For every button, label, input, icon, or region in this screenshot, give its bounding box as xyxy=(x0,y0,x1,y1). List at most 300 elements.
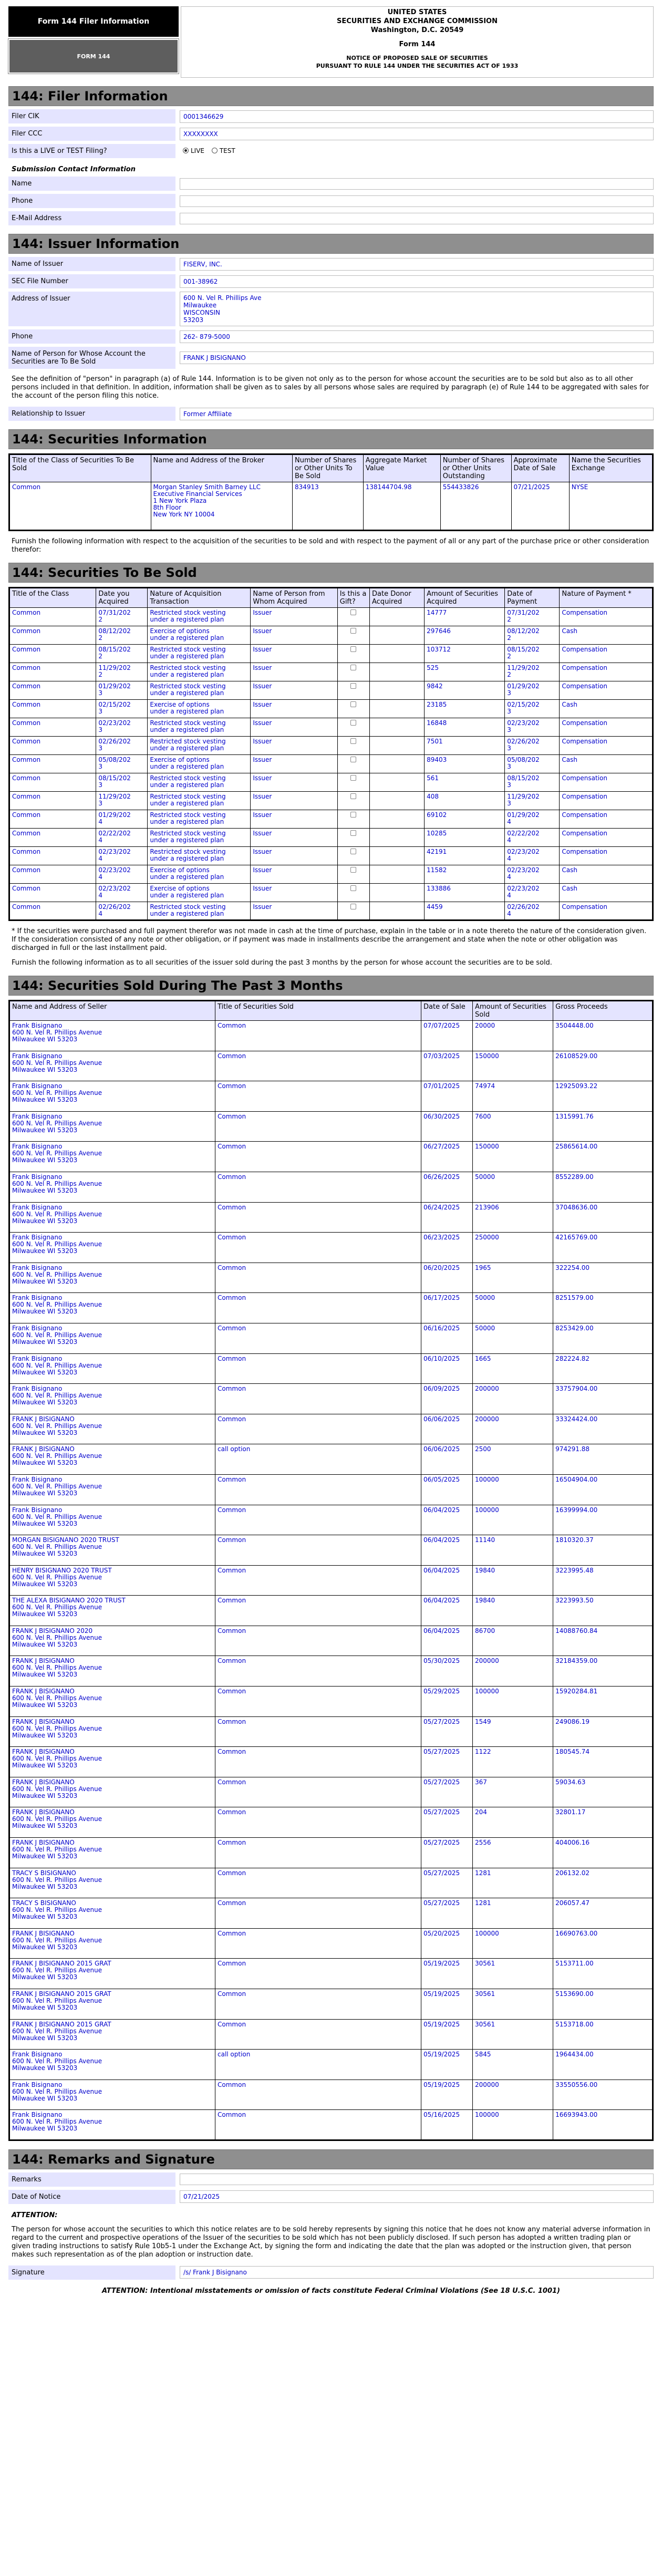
payment-date-cell xyxy=(505,737,560,755)
table-row xyxy=(9,1293,653,1323)
gift-checkbox[interactable] xyxy=(350,775,356,781)
acquired-from-cell: Issuer xyxy=(251,847,337,865)
acquired-from-cell: Issuer xyxy=(251,645,337,663)
date-part: 3 xyxy=(507,726,511,733)
table-row xyxy=(9,1263,653,1293)
sale-date-cell: 06/06/2025 xyxy=(421,1444,473,1475)
seller-name: FRANK J BISIGNANO xyxy=(12,1778,75,1786)
nature-cell xyxy=(148,755,251,773)
acquired-from-cell: Issuer xyxy=(251,626,337,645)
payment-nature-cell: Cash xyxy=(560,884,653,902)
gift-checkbox[interactable] xyxy=(350,683,356,689)
seller-cell xyxy=(9,1142,215,1172)
payment-date-cell xyxy=(505,700,560,718)
amount-sold-cell: 19840 xyxy=(473,1565,553,1596)
seller-address-line: Milwaukee WI 53203 xyxy=(12,1853,78,1860)
date-part: 3 xyxy=(507,800,511,807)
column-header: Aggregate Market Value xyxy=(363,454,440,482)
contact-name-field[interactable] xyxy=(180,178,654,190)
section-securities-title: 144: Securities Information xyxy=(8,429,654,449)
date-part: 4 xyxy=(98,818,103,825)
nature-line: under a registered plan xyxy=(150,763,224,770)
seller-name: FRANK J BISIGNANO xyxy=(12,1839,75,1847)
gross-proceeds-cell: 33550556.00 xyxy=(553,2080,653,2110)
live-radio-label: LIVE xyxy=(191,147,205,154)
remarks-field[interactable] xyxy=(180,2174,654,2185)
seller-address-line: Milwaukee WI 53203 xyxy=(12,1610,78,1618)
acquired-date-cell xyxy=(96,608,148,626)
gross-proceeds-cell: 206132.02 xyxy=(553,1868,653,1898)
gift-cell xyxy=(337,810,369,829)
acquired-from-cell: Issuer xyxy=(251,737,337,755)
date-part: 4 xyxy=(507,873,511,881)
issuer-phone-field[interactable]: 262- 879-5000 xyxy=(180,330,654,343)
criminal-violation-warning: ATTENTION: Intentional misstatements or omission of facts constitute Federal Criminal Violations (See 18 U.S.C. 1001) xyxy=(101,2287,560,2295)
seller-name: Frank Bisignano xyxy=(12,2051,63,2058)
donor-date-cell xyxy=(370,626,425,645)
amount-sold-cell: 200000 xyxy=(473,1414,553,1444)
date-part: 08/15/202 xyxy=(507,646,540,653)
gross-proceeds-cell: 14088760.84 xyxy=(553,1626,653,1656)
attention-heading: ATTENTION: xyxy=(12,2211,58,2219)
class-cell: Common xyxy=(9,681,96,700)
class-cell: Common xyxy=(9,792,96,810)
table-row xyxy=(9,1353,653,1384)
test-radio[interactable] xyxy=(212,147,235,154)
seller-cell xyxy=(9,1535,215,1566)
acquired-from-cell: Issuer xyxy=(251,902,337,920)
date-part: 01/29/202 xyxy=(507,811,540,819)
market-value-cell: 138144704.98 xyxy=(363,482,440,531)
securities-title-cell: Common xyxy=(215,1535,421,1566)
seller-cell xyxy=(9,1656,215,1687)
table-row xyxy=(9,1898,653,1929)
securities-title-cell: Common xyxy=(215,1293,421,1323)
gross-proceeds-cell: 404006.16 xyxy=(553,1838,653,1868)
seller-address-line: 600 N. Vel R. Phillips Avenue xyxy=(12,1603,102,1611)
nature-line: Restricted stock vesting xyxy=(150,719,226,727)
gift-cell xyxy=(337,681,369,700)
seller-address-line: Milwaukee WI 53203 xyxy=(12,2004,78,2011)
acquired-date-cell xyxy=(96,663,148,681)
gross-proceeds-cell: 32184359.00 xyxy=(553,1656,653,1687)
seller-cell xyxy=(9,1323,215,1353)
seller-address-line: 600 N. Vel R. Phillips Avenue xyxy=(12,1361,102,1369)
date-part: 02/23/202 xyxy=(98,719,131,727)
seller-address-line: 600 N. Vel R. Phillips Avenue xyxy=(12,1815,102,1823)
seller-address-line: 600 N. Vel R. Phillips Avenue xyxy=(12,1119,102,1127)
nature-line: Restricted stock vesting xyxy=(150,811,226,819)
header-line: Washington, D.C. 20549 xyxy=(370,26,464,34)
table-row xyxy=(9,773,653,792)
securities-title-cell: Common xyxy=(215,1233,421,1263)
nature-cell xyxy=(148,865,251,884)
nature-line: under a registered plan xyxy=(150,653,224,660)
nature-line: under a registered plan xyxy=(150,910,224,917)
gift-checkbox[interactable] xyxy=(350,646,356,652)
table-row xyxy=(9,1959,653,1989)
seller-name: MORGAN BISIGNANO 2020 TRUST xyxy=(12,1536,119,1544)
nature-line: under a registered plan xyxy=(150,616,224,623)
address-line: WISCONSIN xyxy=(183,309,220,316)
filer-cik-field[interactable]: 0001346629 xyxy=(180,110,654,123)
seller-address-line: 600 N. Vel R. Phillips Avenue xyxy=(12,1573,102,1581)
securities-title-cell: Common xyxy=(215,1414,421,1444)
seller-cell xyxy=(9,1747,215,1777)
table-row xyxy=(9,1687,653,1717)
column-header: Date Donor Acquired xyxy=(370,588,425,608)
nature-line: Restricted stock vesting xyxy=(150,793,226,800)
seller-cell xyxy=(9,1444,215,1475)
seller-address-line: Milwaukee WI 53203 xyxy=(12,1640,78,1648)
sale-date-cell: 05/19/2025 xyxy=(421,1989,473,2020)
seller-cell xyxy=(9,1202,215,1233)
notice-date-field[interactable]: 07/21/2025 xyxy=(180,2190,654,2203)
seller-address-line: Milwaukee WI 53203 xyxy=(12,1701,78,1709)
seller-name: FRANK J BISIGNANO 2015 GRAT xyxy=(12,1990,111,1998)
date-part: 05/08/202 xyxy=(98,756,131,763)
sale-date-cell: 06/06/2025 xyxy=(421,1414,473,1444)
amount-sold-cell: 5845 xyxy=(473,2050,553,2080)
sale-date-cell: 05/27/2025 xyxy=(421,1716,473,1747)
gift-checkbox[interactable] xyxy=(350,830,356,836)
seller-address-line: 600 N. Vel R. Phillips Avenue xyxy=(12,1301,102,1309)
gift-checkbox[interactable] xyxy=(350,738,356,744)
seller-name: FRANK J BISIGNANO 2020 xyxy=(12,1627,93,1634)
seller-address-line: Milwaukee WI 53203 xyxy=(12,1913,78,1921)
table-row xyxy=(9,1505,653,1535)
amount-cell: 42191 xyxy=(425,847,505,865)
amount-sold-cell: 250000 xyxy=(473,1233,553,1263)
gift-checkbox[interactable] xyxy=(350,720,356,726)
securities-title-cell: call option xyxy=(215,1444,421,1475)
date-part: 08/15/202 xyxy=(98,646,131,653)
securities-title-cell: Common xyxy=(215,1807,421,1838)
seller-name: Frank Bisignano xyxy=(12,2081,63,2088)
amount-sold-cell: 213906 xyxy=(473,1202,553,1233)
class-cell: Common xyxy=(9,884,96,902)
gross-proceeds-cell: 25865614.00 xyxy=(553,1142,653,1172)
securities-title-cell: Common xyxy=(215,1384,421,1414)
contact-email-label: E-Mail Address xyxy=(8,211,175,225)
table-row xyxy=(9,1535,653,1566)
class-cell: Common xyxy=(9,755,96,773)
date-part: 02/23/202 xyxy=(507,719,540,727)
seller-cell xyxy=(9,1989,215,2020)
radio-selected-icon xyxy=(183,148,189,153)
sale-date-cell: 06/17/2025 xyxy=(421,1293,473,1323)
date-part: 11/29/202 xyxy=(98,664,131,671)
address-line: Milwaukee xyxy=(183,302,217,309)
securities-title-cell: Common xyxy=(215,1353,421,1384)
sale-date-cell: 06/04/2025 xyxy=(421,1505,473,1535)
seller-person-field[interactable]: FRANK J BISIGNANO xyxy=(180,351,654,364)
table-row xyxy=(9,1414,653,1444)
table-header-row xyxy=(9,454,653,482)
nature-cell xyxy=(148,626,251,645)
table-row xyxy=(9,608,653,626)
securities-title-cell: Common xyxy=(215,1626,421,1656)
date-part: 11/29/202 xyxy=(98,793,131,800)
seller-name: FRANK J BISIGNANO xyxy=(12,1808,75,1816)
seller-name: Frank Bisignano xyxy=(12,2111,63,2119)
amount-cell: 408 xyxy=(425,792,505,810)
amount-sold-cell: 100000 xyxy=(473,1687,553,1717)
table-row xyxy=(9,1233,653,1263)
sale-date-cell: 06/04/2025 xyxy=(421,1565,473,1596)
date-part: 11/29/202 xyxy=(507,664,540,671)
gross-proceeds-cell: 42165769.00 xyxy=(553,1233,653,1263)
live-radio[interactable] xyxy=(183,147,204,154)
securities-title-cell: Common xyxy=(215,1505,421,1535)
class-cell: Common xyxy=(9,700,96,718)
nature-line: Restricted stock vesting xyxy=(150,664,226,671)
sale-date-cell: 05/29/2025 xyxy=(421,1687,473,1717)
date-part: 2 xyxy=(507,616,511,623)
past-3-months-table xyxy=(8,1000,654,2141)
gift-cell xyxy=(337,663,369,681)
filer-ccc-field[interactable]: XXXXXXXX xyxy=(180,128,654,140)
seller-address-line: Milwaukee WI 53203 xyxy=(12,1882,78,1890)
gift-checkbox[interactable] xyxy=(350,867,356,873)
gross-proceeds-cell: 1315991.76 xyxy=(553,1111,653,1142)
seller-cell xyxy=(9,1928,215,1959)
date-part: 3 xyxy=(98,781,103,789)
table-row xyxy=(9,718,653,737)
gift-checkbox[interactable] xyxy=(350,793,356,799)
contact-phone-field[interactable] xyxy=(180,195,654,207)
seller-cell xyxy=(9,1505,215,1535)
payment-date-cell xyxy=(505,810,560,829)
gift-cell xyxy=(337,902,369,920)
acquired-date-cell xyxy=(96,829,148,847)
amount-cell: 14777 xyxy=(425,608,505,626)
donor-date-cell xyxy=(370,810,425,829)
seller-name: Frank Bisignano xyxy=(12,1052,63,1060)
seller-address-line: 600 N. Vel R. Phillips Avenue xyxy=(12,1150,102,1157)
date-part: 3 xyxy=(507,689,511,697)
seller-name: FRANK J BISIGNANO 2015 GRAT xyxy=(12,2020,111,2028)
gift-checkbox[interactable] xyxy=(350,609,356,615)
seller-name: Frank Bisignano xyxy=(12,1324,63,1332)
amount-cell: 7501 xyxy=(425,737,505,755)
sale-date-cell: 05/30/2025 xyxy=(421,1656,473,1687)
gift-checkbox[interactable] xyxy=(350,757,356,762)
notice-date-label: Date of Notice xyxy=(8,2190,175,2204)
class-cell: Common xyxy=(9,718,96,737)
date-part: 2 xyxy=(507,671,511,678)
class-cell: Common xyxy=(9,810,96,829)
sale-date-cell: 06/10/2025 xyxy=(421,1353,473,1384)
gift-cell xyxy=(337,829,369,847)
acquired-date-cell xyxy=(96,681,148,700)
seller-cell xyxy=(9,2080,215,2110)
issuer-file-field[interactable]: 001-38962 xyxy=(180,275,654,288)
header-line: Form 144 xyxy=(399,40,436,48)
table-row xyxy=(9,1474,653,1505)
form-header-agency xyxy=(181,6,654,78)
securities-title-cell: Common xyxy=(215,1989,421,2020)
amount-cell: 525 xyxy=(425,663,505,681)
seller-address-line: Milwaukee WI 53203 xyxy=(12,1489,78,1497)
gross-proceeds-cell: 8251579.00 xyxy=(553,1293,653,1323)
seller-name: HENRY BISIGNANO 2020 TRUST xyxy=(12,1566,112,1574)
section-issuer-title: 144: Issuer Information xyxy=(8,234,654,254)
gift-cell xyxy=(337,773,369,792)
seller-address-line: 600 N. Vel R. Phillips Avenue xyxy=(12,2118,102,2126)
seller-name: Frank Bisignano xyxy=(12,1143,63,1151)
seller-address-line: Milwaukee WI 53203 xyxy=(12,1065,78,1073)
gross-proceeds-cell: 5153711.00 xyxy=(553,1959,653,1989)
gift-checkbox[interactable] xyxy=(350,849,356,854)
seller-name: Frank Bisignano xyxy=(12,1294,63,1302)
class-cell: Common xyxy=(9,773,96,792)
table-row xyxy=(9,1777,653,1807)
relationship-field[interactable]: Former Affiliate xyxy=(180,408,654,420)
securities-title-cell: Common xyxy=(215,1021,421,1051)
seller-address-line: 600 N. Vel R. Phillips Avenue xyxy=(12,1422,102,1430)
seller-address-line: 600 N. Vel R. Phillips Avenue xyxy=(12,2087,102,2095)
issuer-address-row xyxy=(8,292,654,326)
nature-line: Restricted stock vesting xyxy=(150,738,226,745)
payment-nature-cell: Cash xyxy=(560,626,653,645)
remarks-label: Remarks xyxy=(8,2172,175,2187)
amount-sold-cell: 200000 xyxy=(473,1384,553,1414)
seller-address-line: 600 N. Vel R. Phillips Avenue xyxy=(12,1392,102,1400)
amount-sold-cell: 367 xyxy=(473,1777,553,1807)
amount-cell: 10285 xyxy=(425,829,505,847)
date-part: 4 xyxy=(507,910,511,917)
seller-cell xyxy=(9,1687,215,1717)
donor-date-cell xyxy=(370,773,425,792)
securities-title-cell: Common xyxy=(215,2110,421,2140)
securities-title-cell: Common xyxy=(215,1172,421,1202)
acquired-from-cell: Issuer xyxy=(251,681,337,700)
column-header: Approximate Date of Sale xyxy=(511,454,569,482)
nature-line: Exercise of options xyxy=(150,885,210,892)
nature-cell xyxy=(148,737,251,755)
seller-name: FRANK J BISIGNANO xyxy=(12,1929,75,1937)
nature-line: under a registered plan xyxy=(150,726,224,733)
gross-proceeds-cell: 12925093.22 xyxy=(553,1081,653,1112)
seller-name: Frank Bisignano xyxy=(12,1203,63,1211)
nature-cell xyxy=(148,847,251,865)
column-header: Title of the Class of Securities To Be Sold xyxy=(9,454,151,482)
date-part: 4 xyxy=(98,892,103,899)
seller-address-line: Milwaukee WI 53203 xyxy=(12,1156,78,1164)
sale-date-cell: 06/26/2025 xyxy=(421,1172,473,1202)
column-header: Name and Address of Seller xyxy=(9,1001,215,1021)
nature-cell xyxy=(148,810,251,829)
sale-date-cell: 07/03/2025 xyxy=(421,1051,473,1081)
seller-name: FRANK J BISIGNANO xyxy=(12,1748,75,1756)
seller-name: TRACY S BISIGNANO xyxy=(12,1869,76,1877)
payment-date-cell xyxy=(505,718,560,737)
gross-proceeds-cell: 8253429.00 xyxy=(553,1323,653,1353)
seller-name: FRANK J BISIGNANO xyxy=(12,1445,75,1453)
issuer-address-label: Address of Issuer xyxy=(8,292,175,326)
date-part: 3 xyxy=(98,800,103,807)
securities-title-cell: call option xyxy=(215,2050,421,2080)
nature-cell xyxy=(148,829,251,847)
seller-address-line: 600 N. Vel R. Phillips Avenue xyxy=(12,1089,102,1097)
date-part: 3 xyxy=(98,726,103,733)
gift-checkbox[interactable] xyxy=(350,628,356,634)
gross-proceeds-cell: 59034.63 xyxy=(553,1777,653,1807)
signature-label: Signature xyxy=(8,2265,175,2280)
contact-phone-row xyxy=(8,194,654,208)
gross-proceeds-cell: 3504448.00 xyxy=(553,1021,653,1051)
table-row xyxy=(9,1021,653,1051)
acquired-date-cell xyxy=(96,773,148,792)
nature-line: Exercise of options xyxy=(150,866,210,874)
acquired-date-cell xyxy=(96,737,148,755)
seller-cell xyxy=(9,1353,215,1384)
donor-date-cell xyxy=(370,645,425,663)
sale-date-cell: 05/16/2025 xyxy=(421,2110,473,2140)
gift-checkbox[interactable] xyxy=(350,812,356,818)
date-part: 4 xyxy=(507,855,511,862)
contact-email-field[interactable] xyxy=(180,213,654,224)
seller-address-line: 600 N. Vel R. Phillips Avenue xyxy=(12,1059,102,1067)
gross-proceeds-cell: 16693943.00 xyxy=(553,2110,653,2140)
amount-sold-cell: 1122 xyxy=(473,1747,553,1777)
header-line: NOTICE OF PROPOSED SALE OF SECURITIES xyxy=(346,55,488,61)
donor-date-cell xyxy=(370,865,425,884)
donor-date-cell xyxy=(370,663,425,681)
seller-cell xyxy=(9,1414,215,1444)
nature-line: under a registered plan xyxy=(150,836,224,844)
seller-address-line: Milwaukee WI 53203 xyxy=(12,2034,78,2042)
amount-cell: 133886 xyxy=(425,884,505,902)
gift-cell xyxy=(337,884,369,902)
gross-proceeds-cell: 180545.74 xyxy=(553,1747,653,1777)
acquired-date-cell xyxy=(96,700,148,718)
securities-title-cell: Common xyxy=(215,1263,421,1293)
class-cell: Common xyxy=(9,608,96,626)
acquired-date-cell xyxy=(96,902,148,920)
signature-field[interactable]: /s/ Frank J Bisignano xyxy=(180,2266,654,2279)
seller-address-line: 600 N. Vel R. Phillips Avenue xyxy=(12,1724,102,1732)
seller-cell xyxy=(9,1172,215,1202)
seller-address-line: Milwaukee WI 53203 xyxy=(12,1277,78,1285)
date-part: 3 xyxy=(507,781,511,789)
seller-name: TRACY S BISIGNANO xyxy=(12,1899,76,1907)
seller-cell xyxy=(9,1021,215,1051)
gross-proceeds-cell: 16504904.00 xyxy=(553,1474,653,1505)
column-header: Gross Proceeds xyxy=(553,1001,653,1021)
issuer-name-field[interactable]: FISERV, INC. xyxy=(180,258,654,271)
gross-proceeds-cell: 206057.47 xyxy=(553,1898,653,1929)
gift-checkbox[interactable] xyxy=(350,885,356,891)
seller-name: FRANK J BISIGNANO xyxy=(12,1718,75,1725)
gift-cell xyxy=(337,608,369,626)
seller-address-line: Milwaukee WI 53203 xyxy=(12,2094,78,2102)
sale-date-cell: 05/27/2025 xyxy=(421,1777,473,1807)
table-row xyxy=(9,1596,653,1626)
securities-title-cell: Common xyxy=(215,1565,421,1596)
nature-line: under a registered plan xyxy=(150,892,224,899)
gift-checkbox[interactable] xyxy=(350,904,356,909)
seller-address-line: 600 N. Vel R. Phillips Avenue xyxy=(12,2057,102,2065)
payment-footnote: * If the securities were purchased and full payment therefor was not made in cash at the time of purchase, explain in the table or in a note thereto the nature of the consideration given. If the consideration consisted of any note or other obligation, or if payment was made in installments describe the arrangement and state when the note or other obligation was discharged in full or the last installment paid. xyxy=(12,927,647,952)
issuer-address-field[interactable] xyxy=(180,292,654,326)
gift-checkbox[interactable] xyxy=(350,701,356,707)
seller-cell xyxy=(9,1959,215,1989)
gift-checkbox[interactable] xyxy=(350,665,356,670)
live-test-options xyxy=(180,145,654,158)
seller-name: THE ALEXA BISIGNANO 2020 TRUST xyxy=(12,1597,126,1605)
